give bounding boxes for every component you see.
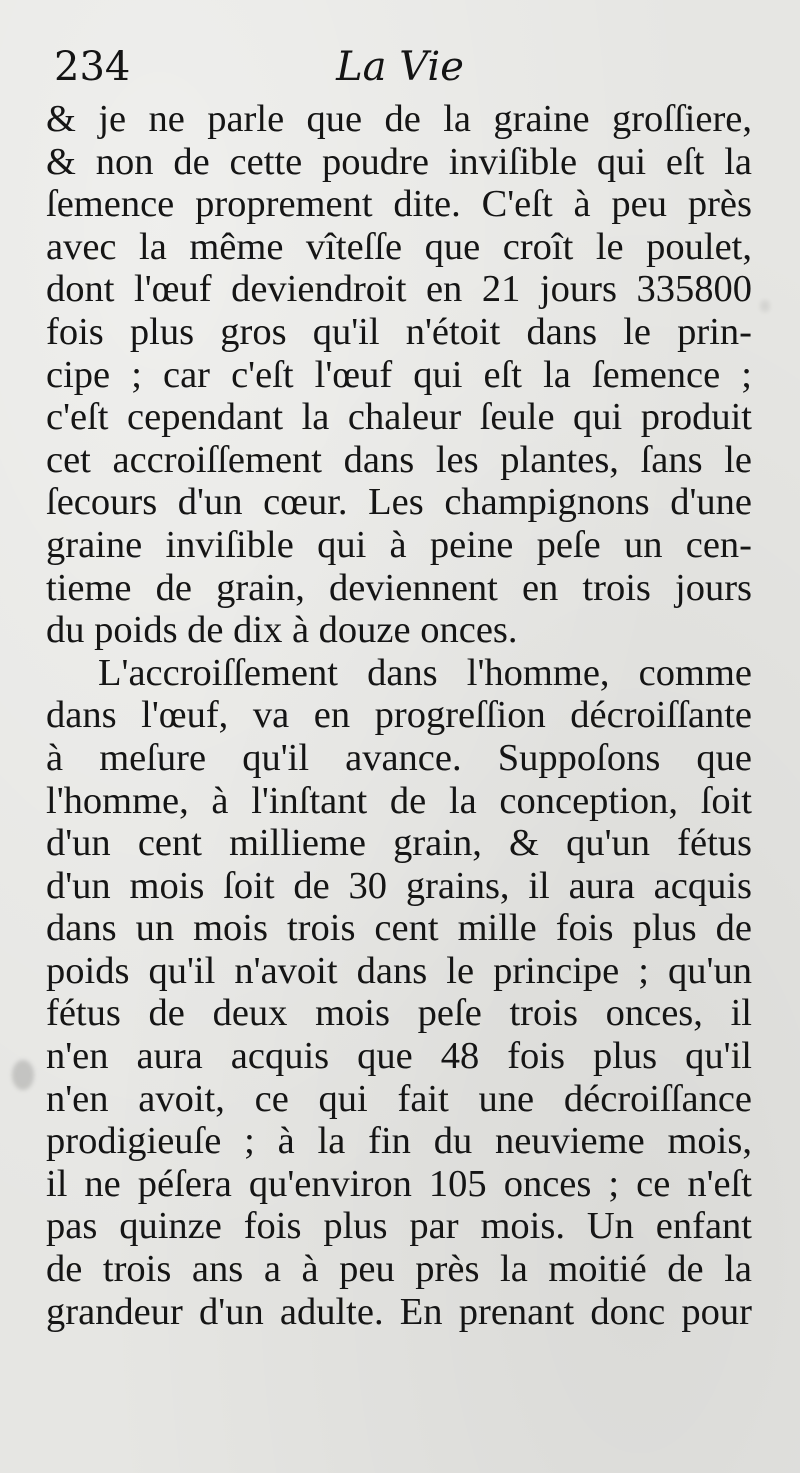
text-line: cet accroiſſement dans les plantes, ſans le — [46, 438, 752, 481]
text-line: c'eſt cependant la chaleur ſeule qui produit — [46, 396, 752, 439]
text-line: de trois ans a à peu près la moitié de la — [46, 1248, 752, 1291]
ink-spot — [760, 300, 770, 312]
text-line: & je ne parle que de la graine groſſiere, — [46, 98, 752, 140]
text-line: pas quinze fois plus par mois. Un enfant — [46, 1205, 752, 1248]
text-line: poids qu'il n'avoit dans le principe ; qu'un — [46, 949, 752, 992]
text-line: & non de cette poudre inviſible qui eſt la — [46, 140, 752, 183]
text-line: n'en avoit, ce qui fait une décroiſſance — [46, 1077, 752, 1120]
text-line: à meſure qu'il avance. Suppoſons que — [46, 736, 752, 779]
text-line: fétus de deux mois peſe trois onces, il — [46, 992, 752, 1035]
text-line: du poids de dix à douze onces. — [46, 609, 518, 652]
text-line: dans l'œuf, va en progreſſion décroiſſante — [46, 694, 752, 737]
text-line: il ne péſera qu'environ 105 onces ; ce n'eſt — [46, 1162, 752, 1205]
text-line: ſecours d'un cœur. Les champignons d'une — [46, 481, 752, 524]
text-line: prodigieuſe ; à la fin du neuvieme mois, — [46, 1120, 752, 1163]
text-line: dont l'œuf deviendroit en 21 jours 335800 — [46, 268, 752, 311]
text-line: d'un cent millieme grain, & qu'un fétus — [46, 822, 752, 865]
page-number: 234 — [54, 44, 131, 90]
text-line: ſemence proprement dite. C'eſt à peu près — [46, 183, 752, 226]
text-line: d'un mois ſoit de 30 grains, il aura acquis — [46, 864, 752, 907]
page-header — [48, 44, 752, 94]
text-line: dans un mois trois cent mille fois plus de — [46, 907, 752, 950]
text-line: grandeur d'un adulte. En prenant donc pour — [46, 1290, 752, 1333]
text-line: l'homme, à l'inſtant de la conception, ſoit — [46, 779, 752, 822]
body-text — [46, 98, 752, 1333]
text-line: L'accroiſſement dans l'homme, comme — [98, 651, 752, 694]
text-line: avec la même vîteſſe que croît le poulet, — [46, 225, 752, 268]
text-line: tieme de grain, deviennent en trois jours — [46, 566, 752, 609]
ink-spot — [12, 1060, 34, 1090]
text-line: cipe ; car c'eſt l'œuf qui eſt la ſemence ; — [46, 353, 752, 396]
text-line: fois plus gros qu'il n'étoit dans le prin- — [46, 310, 752, 353]
text-line: graine inviſible qui à peine peſe un cen- — [46, 523, 752, 566]
running-head: La Vie — [336, 44, 464, 90]
text-line: n'en aura acquis que 48 fois plus qu'il — [46, 1035, 752, 1078]
